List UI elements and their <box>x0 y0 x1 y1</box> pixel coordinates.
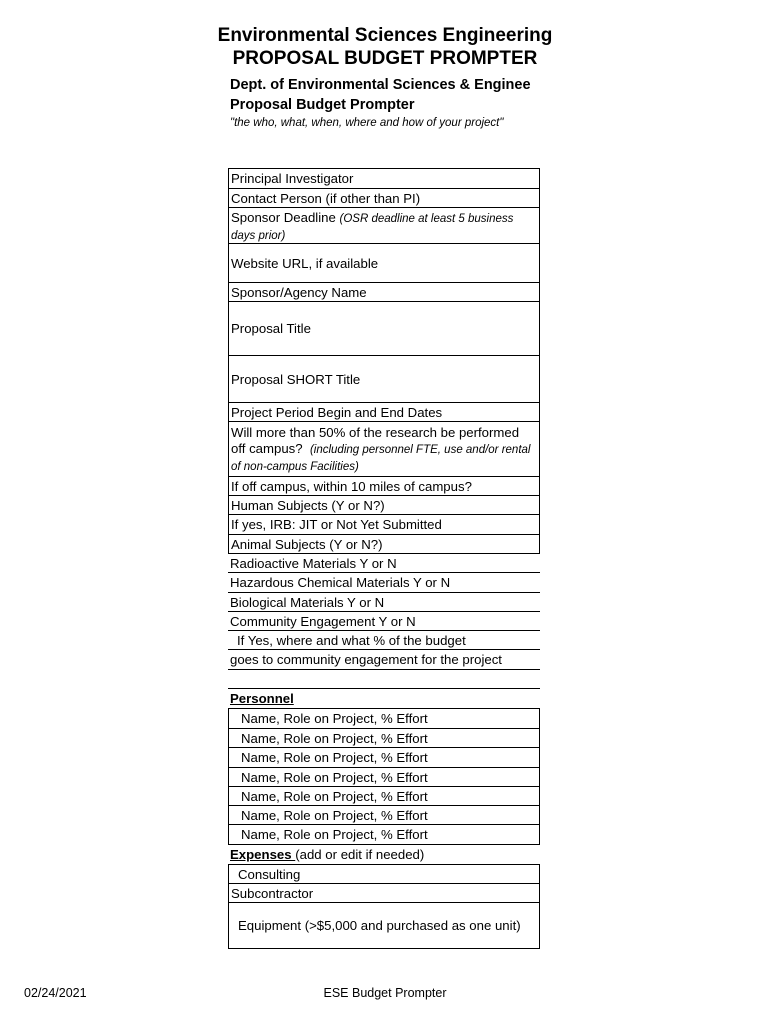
community-label: Community Engagement Y or N <box>230 613 416 629</box>
website-field[interactable] <box>228 244 540 283</box>
personnel-section <box>228 689 540 708</box>
personnel-row[interactable] <box>228 787 540 806</box>
animal-subjects-field[interactable] <box>228 535 540 554</box>
irb-label: If yes, IRB: JIT or Not Yet Submitted <box>231 517 442 532</box>
personnel-row-label: Name, Role on Project, % Effort <box>241 827 428 842</box>
within-10-miles-field[interactable] <box>228 477 540 496</box>
personnel-row-label: Name, Role on Project, % Effort <box>241 807 428 823</box>
sponsor-deadline-field[interactable] <box>228 208 540 244</box>
irb-field[interactable] <box>228 515 540 535</box>
biological-label: Biological Materials Y or N <box>230 594 385 610</box>
personnel-row[interactable] <box>228 708 540 729</box>
community-goes-label: goes to community engagement for the project <box>230 652 502 667</box>
off-campus-note: (including personnel FTE, use and/or rental of non-campus Facilities) <box>231 444 531 473</box>
sponsor-deadline-label: Sponsor Deadline <box>231 210 336 225</box>
subcontractor-label: Subcontractor <box>231 885 314 901</box>
biological-field[interactable] <box>228 593 540 612</box>
community-yes-field[interactable] <box>228 631 540 650</box>
equipment-field[interactable] <box>228 903 540 949</box>
pi-field[interactable] <box>228 168 540 189</box>
footer-date: 02/24/2021 <box>24 986 87 1000</box>
community-goes-field[interactable] <box>228 650 540 670</box>
human-subjects-label: Human Subjects (Y or N?) <box>231 497 385 513</box>
expenses-heading: Expenses <box>230 847 296 862</box>
within-10-miles-label: If off campus, within 10 miles of campus? <box>231 478 472 494</box>
personnel-row[interactable] <box>228 768 540 787</box>
department-name: Dept. of Environmental Sciences & Enginee <box>230 77 531 93</box>
project-period-field[interactable] <box>228 403 540 422</box>
consulting-field[interactable] <box>228 864 540 884</box>
expenses-note: (add or edit if needed) <box>295 847 425 862</box>
footer-title: ESE Budget Prompter <box>323 986 447 1000</box>
document-subtitle: PROPOSAL BUDGET PROMPTER <box>232 48 538 69</box>
contact-field[interactable] <box>228 189 540 208</box>
personnel-row-label: Name, Role on Project, % Effort <box>241 711 428 726</box>
equipment-label: Equipment (>$5,000 and purchased as one unit) <box>238 918 521 933</box>
off-campus-field[interactable] <box>228 422 540 477</box>
community-yes-label: If Yes, where and what % of the budget <box>237 632 466 648</box>
radioactive-field[interactable] <box>228 554 540 573</box>
sponsor-deadline-note: (OSR deadline at least 5 business days prior) <box>231 213 514 242</box>
website-label: Website URL, if available <box>231 255 379 271</box>
prompter-label: Proposal Budget Prompter <box>230 97 415 113</box>
expenses-section <box>228 845 540 864</box>
hazardous-label: Hazardous Chemical Materials Y or N <box>230 575 451 590</box>
personnel-row[interactable] <box>228 806 540 825</box>
proposal-title-field[interactable] <box>228 302 540 356</box>
document-title: Environmental Sciences Engineering <box>217 25 553 46</box>
personnel-row-label: Name, Role on Project, % Effort <box>241 788 428 804</box>
contact-label: Contact Person (if other than PI) <box>231 190 421 206</box>
sponsor-name-label: Sponsor/Agency Name <box>231 284 367 300</box>
short-title-field[interactable] <box>228 356 540 403</box>
short-title-label: Proposal SHORT Title <box>231 371 361 387</box>
radioactive-label: Radioactive Materials Y or N <box>230 555 397 571</box>
animal-subjects-label: Animal Subjects (Y or N?) <box>231 536 383 552</box>
project-period-label: Project Period Begin and End Dates <box>231 404 443 420</box>
personnel-row[interactable] <box>228 825 540 845</box>
proposal-title-label: Proposal Title <box>231 321 311 336</box>
personnel-row[interactable] <box>228 729 540 748</box>
community-field[interactable] <box>228 612 540 631</box>
personnel-row-label: Name, Role on Project, % Effort <box>241 769 428 785</box>
off-campus-question: Will more than 50% of the research be performed off campus? <box>231 425 520 456</box>
tagline: "the who, what, when, where and how of your project" <box>230 117 504 129</box>
personnel-row[interactable] <box>228 748 540 768</box>
pi-label: Principal Investigator <box>231 171 354 186</box>
personnel-row-label: Name, Role on Project, % Effort <box>241 730 428 746</box>
sponsor-name-field[interactable] <box>228 283 540 302</box>
consulting-label: Consulting <box>238 866 301 882</box>
personnel-heading: Personnel <box>230 691 294 706</box>
human-subjects-field[interactable] <box>228 496 540 515</box>
personnel-row-label: Name, Role on Project, % Effort <box>241 750 428 765</box>
hazardous-field[interactable] <box>228 573 540 593</box>
subcontractor-field[interactable] <box>228 884 540 903</box>
blank-row[interactable] <box>228 670 540 689</box>
